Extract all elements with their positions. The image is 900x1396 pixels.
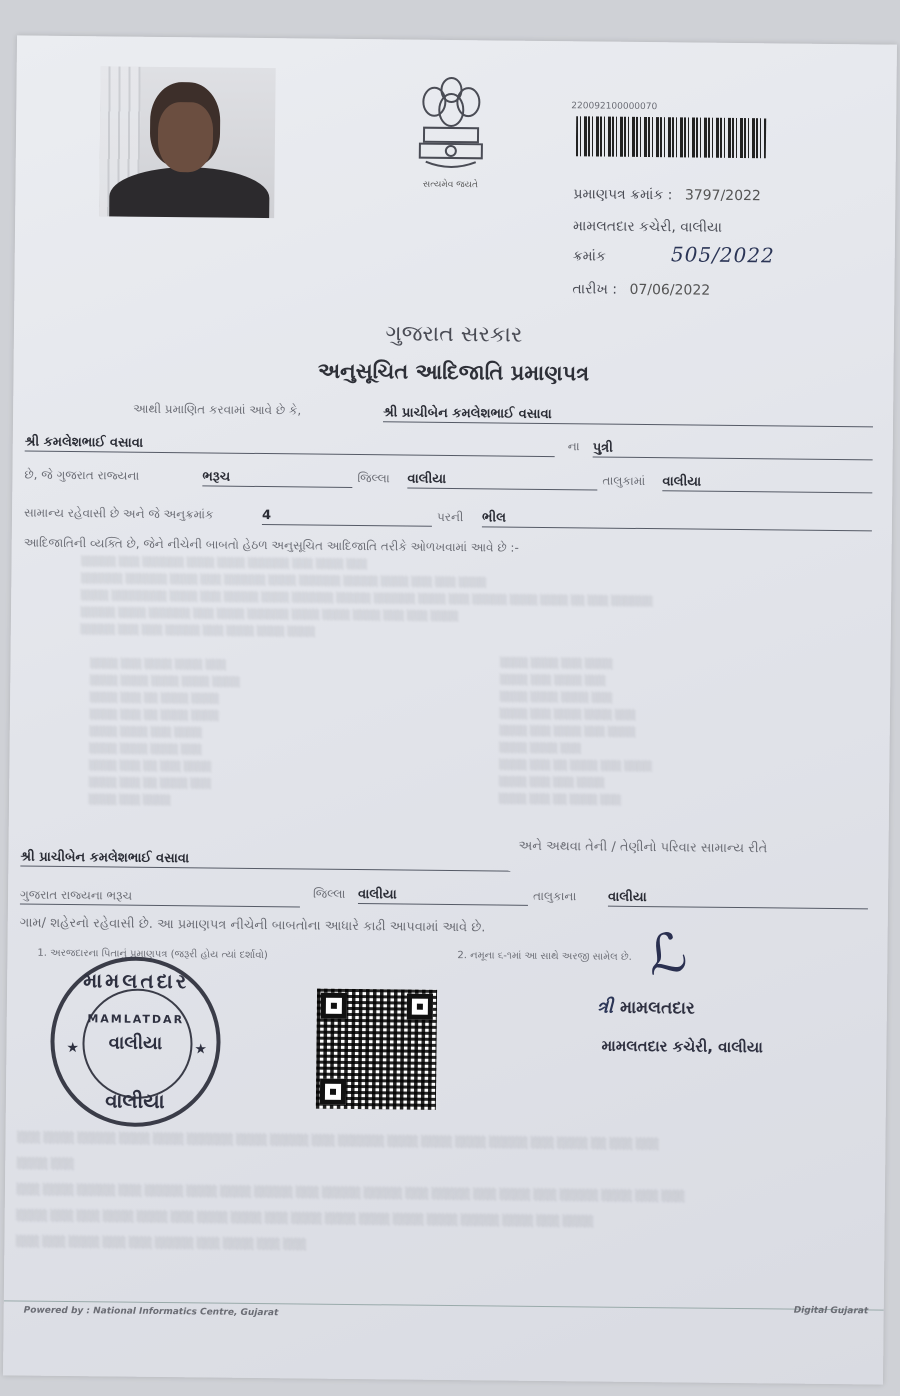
taluka2-label: તાલુકાના: [532, 888, 577, 904]
tribe-name: ભીલ: [481, 510, 507, 526]
legal-references-faint: ░░░░░ ░░░ ░░░░░░ ░░░░ ░░░░ ░░░░░░ ░░░ ░░░░ ░░░ ░░░░░░ ░░░░░░ ░░░░ ░░░ ░░░░░░ ░░░░ ░░░░░░ ░░░░░ ░░░░ ░░░ ░░░ ░░░░ ░░░░ ░░░░░░░░ ░░░░ ░░░ ░░░░░ ░░░░ ░░░░░░ ░░░░░ ░░░░░░ ░░░░ ░░░ ░░░░░ ░░░░ ░░░░ ░░ ░░░ ░░░░░░ ░░░░░ ░░░░ ░░░░░░ ░░░ ░░░░ ░░░░░░ ░░░░ ░░░░ ░░░░ ░░░ ░░░ ░░░░ ░░░░░ ░░░ ░░░ ░░░░░ ░░░ ░░░░ ░░░░ ░░░░: [80, 557, 654, 638]
district-value: ભરૂચ: [202, 469, 231, 485]
signature-scribble: ℒ: [642, 919, 692, 989]
footer-left: Powered by : National Informatics Centre, Gujarat: [23, 1305, 279, 1319]
seal-middle-text: MAMLATDAR: [87, 1012, 185, 1027]
seal-top-text: મામલતદાર: [83, 968, 190, 994]
seal-star-icon: ★: [66, 1040, 80, 1057]
certificate-number-row: [573, 186, 761, 204]
applicant-photo: [99, 66, 276, 218]
taluka-value-2: વાલીયા: [662, 474, 702, 490]
footer-right: Digital Gujarat: [793, 1305, 869, 1317]
taluka-line-2: [662, 470, 872, 493]
official-seal: [50, 956, 222, 1128]
state-label: છે, જે ગુજરાત રાજ્યના: [24, 467, 140, 483]
barcode: [576, 116, 766, 158]
certificate-page: [3, 35, 897, 1384]
district-label: જિલ્લા: [357, 471, 390, 486]
tribe-line: [482, 506, 872, 531]
notes-faint: ░░░ ░░░░ ░░░░░ ░░░░ ░░░░ ░░░░░░ ░░░░ ░░░░░ ░░░ ░░░░░░ ░░░░ ░░░░ ░░░░ ░░░░░ ░░░ ░░░░ ░░ ░░░ ░░░ ░░░░ ░░░ ░░░ ░░░░ ░░░░░ ░░░ ░░░░░ ░░░░ ░░░░ ░░░░░ ░░░ ░░░░░ ░░░░░ ░░░ ░░░░░ ░░░ ░░░░ ░░░ ░░░░░ ░░░░ ░░░ ░░░ ░░░░ ░░░ ░░░ ░░░░ ░░░░ ░░░ ░░░░ ░░░░ ░░░ ░░░░ ░░░░ ░░░░ ░░░░ ░░░░ ░░░░░ ░░░░ ░░░ ░░░░ ░░░ ░░░ ░░░░ ░░░ ░░░ ░░░░░ ░░░ ░░░░ ░░░ ░░░: [16, 1132, 685, 1251]
basis-1: 1. અરજદારના પિતાનું પ્રમાણપત્ર (જરૂરી હોય ત્યાં દર્શાવો): [37, 947, 268, 962]
issue-date: 07/06/2022: [629, 281, 711, 299]
qr-code[interactable]: [316, 989, 437, 1110]
handwritten-number: 505/2022: [670, 242, 775, 268]
applicant-name: શ્રી પ્રાચીબેન કમલેશભાઈ વસાવા: [383, 405, 552, 423]
date-label: તારીખ :: [572, 281, 618, 298]
legal-list-right: ░░░░ ░░░░ ░░░ ░░░░ ░░░░ ░░░ ░░░░ ░░░ ░░░░ ░░░░ ░░░░ ░░░ ░░░░ ░░░ ░░░░ ░░░░ ░░░ ░░░░ ░░░ ░░░░ ░░░ ░░░░ ░░░░ ░░░░ ░░░ ░░░░ ░░░ ░░ ░░░░ ░░░ ░░░░ ░░░░ ░░░ ░░░ ░░░░ ░░░░ ░░░ ░░ ░░░░ ░░░: [499, 658, 653, 806]
taluka-line: [407, 468, 597, 491]
taluka2-value: વાલીયા: [607, 889, 647, 906]
serial-line: [262, 504, 432, 527]
signature-office: મામલતદાર કચેરી, વાલીયા: [601, 1036, 763, 1057]
signature-initial: ત્રી: [596, 996, 615, 1018]
seal-center-text: વાલીયા: [108, 1032, 163, 1055]
repeat-name: શ્રી પ્રાચીબેન કમલેશભાઈ વસાવા: [20, 849, 190, 867]
district-line: [202, 465, 352, 488]
signature-title: મામલતદાર: [619, 997, 695, 1019]
state2-line: [20, 884, 300, 908]
office-name: મામલતદાર કચેરી, વાલીયા: [572, 218, 723, 236]
district2-line: [358, 883, 528, 906]
serial-number: 4: [261, 508, 272, 524]
certificate-number: 3797/2022: [684, 187, 761, 205]
parent-line: [25, 431, 555, 458]
seal-star-icon: ★: [194, 1041, 208, 1058]
name-line: [383, 401, 873, 427]
certificate-number-label: પ્રમાણપત્ર ક્રમાંક :: [573, 186, 673, 204]
taluka-label: તાલુકામાં: [602, 473, 646, 489]
basis-text: ગામ/ શહેરનો રહેવાસી છે. આ પ્રમાણપત્ર નીચેની બાબતોના આધારે કાઢી આપવામાં આવે છે.: [19, 915, 486, 936]
parent-name: શ્રી કમલેશભાઈ વસાવા: [24, 434, 144, 451]
basis-2: 2. નમૂના ૬-૧માં આ સાથે અરજી સામેલ છે.: [457, 950, 632, 963]
state2: ગુજરાત રાજ્યના ભરૂચ: [19, 887, 133, 903]
barcode-number: 220092100000070: [571, 101, 658, 113]
relation-line: [593, 436, 873, 460]
handwritten-number-row: [573, 241, 775, 267]
date-row: [572, 281, 710, 298]
taluka-value: વાલીયા: [407, 471, 447, 487]
serial-label: સામાન્ય રહેવાસી છે અને જે અનુક્રમાંક: [23, 505, 214, 522]
government-title: ગુજરાત સરકાર: [385, 321, 523, 348]
signature-title-row: [597, 997, 695, 1019]
certificate-title: અનુસૂચિત આદિજાતિ પ્રમાણપત્ર: [317, 358, 590, 386]
serial-suffix: પરની: [436, 509, 464, 525]
handwritten-number-label: ક્રમાંક: [572, 248, 606, 265]
family-text: અને અથવા તેની / તેણીનો પરિવાર સામાન્ય રીતે: [518, 838, 768, 857]
relation: પુત્રી: [592, 440, 613, 456]
seal-bottom-text: વાલીયા: [105, 1088, 165, 1114]
district2-value: વાલીયા: [357, 887, 397, 903]
repeat-name-line: [20, 846, 510, 872]
state-emblem-icon: [405, 70, 496, 191]
legal-list-left: ░░░░ ░░░ ░░░░ ░░░░ ░░░ ░░░░ ░░░░ ░░░░ ░░░░ ░░░░ ░░░░ ░░░ ░░ ░░░░ ░░░░ ░░░░ ░░░ ░░ ░░░░ ░░░░ ░░░░ ░░░░ ░░░ ░░░░ ░░░░ ░░░░ ░░░░ ░░░ ░░░░ ░░░ ░░ ░░░ ░░░░ ░░░░ ░░░ ░░ ░░░░ ░░░ ░░░░ ░░░ ░░░░: [88, 659, 241, 807]
district2-label: જિલ્લા: [312, 886, 346, 901]
tribe-text: આદિજાતિની વ્યક્તિ છે, જેને નીચેની બાબતો હેઠળ અનુસૂચિત આદિજાતિ તરીકે ઓળખવામાં આવે છે :-: [23, 535, 519, 555]
taluka2-line: [608, 886, 868, 910]
emblem-caption: સત્યમેવ જયતે: [422, 179, 479, 191]
relation-prefix: ના: [567, 439, 580, 454]
intro-text: આથી પ્રમાણિત કરવામાં આવે છે કે,: [133, 401, 302, 418]
